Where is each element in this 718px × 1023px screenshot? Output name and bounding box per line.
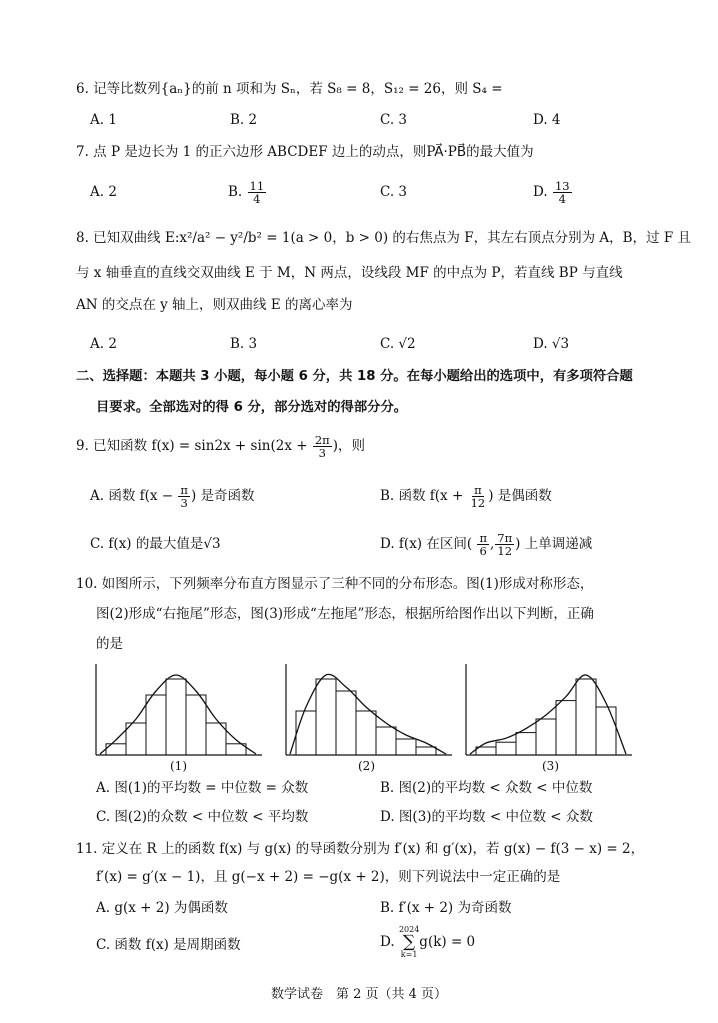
histogram-bar <box>186 695 206 755</box>
q7-option-b-label: B. <box>228 184 243 200</box>
q10-line-3: 的是 <box>96 636 123 652</box>
q7-option-b-fraction <box>248 180 267 205</box>
q9-option-d-tail: ) 上单调递减 <box>515 536 593 552</box>
q9-stem <box>76 428 365 464</box>
q6-option-d: D. 4 <box>533 112 561 128</box>
fraction-numerator: π <box>479 531 487 545</box>
density-curve <box>290 674 446 754</box>
fraction-denominator: 4 <box>558 192 566 206</box>
fraction-numerator: 7π <box>497 531 513 545</box>
q6-option-b: B. 2 <box>230 112 258 128</box>
histogram-figure-3 <box>462 660 638 760</box>
fraction-denominator: 12 <box>497 544 513 558</box>
histogram-bar <box>596 707 616 755</box>
q9-option-d-separator: , <box>490 536 495 552</box>
q11-option-a: A. g(x + 2) 为偶函数 <box>96 900 228 916</box>
q9-option-d-fraction-1 <box>477 532 489 557</box>
q8-line-2: 与 x 轴垂直的直线交双曲线 E 于 M，N 两点，设线段 MF 的中点为 P，若直线 BP 与直线 <box>76 265 623 281</box>
q9-stem-fraction <box>313 434 332 459</box>
histogram-bar <box>416 747 436 755</box>
q10-option-c: C. 图(2)的众数 < 中位数 < 平均数 <box>96 809 309 825</box>
q9-option-b-tail: ) 是偶函数 <box>488 488 552 504</box>
histogram-bars <box>106 679 246 755</box>
histogram-bar <box>376 727 396 755</box>
q9-option-d <box>380 526 592 562</box>
q10-option-d: D. 图(3)的平均数 < 中位数 < 众数 <box>380 809 593 825</box>
q8-option-c: C. √2 <box>380 336 416 352</box>
histogram-figure-2 <box>282 660 458 760</box>
q8-equation: x²/a² − y²/b² = 1 <box>179 230 291 246</box>
q6-option-a: A. 1 <box>90 112 117 128</box>
figure-1-caption: (1) <box>170 759 187 773</box>
figure-3-caption: (3) <box>542 759 559 773</box>
sum-upper-limit: 2024 <box>398 925 420 934</box>
figure-2-caption: (2) <box>358 759 375 773</box>
sigma-icon: ∑ <box>403 932 416 952</box>
fraction-numerator: 2π <box>314 433 330 447</box>
histogram-bar <box>126 723 146 755</box>
histogram-bar <box>556 701 576 755</box>
section-2-instructions: 目要求。全部选对的得 6 分，部分选对的得部分分。 <box>96 400 408 415</box>
histogram-bar <box>536 719 556 755</box>
histogram-bar <box>396 739 416 755</box>
fraction-denominator: 4 <box>253 192 261 206</box>
q7-option-a: A. 2 <box>90 184 117 200</box>
q7-option-d-label: D. <box>533 184 548 200</box>
q8-line-1 <box>76 229 691 247</box>
q10-option-a: A. 图(1)的平均数 = 中位数 = 众数 <box>96 780 309 796</box>
q8-option-b: B. 3 <box>230 336 258 352</box>
histogram-bar <box>576 679 596 755</box>
q9-option-b-fraction <box>469 484 488 509</box>
q7-option-c: C. 3 <box>380 184 408 200</box>
q9-stem-tail: )，则 <box>332 438 366 454</box>
q10-line-2: 图(2)形成“右拖尾”形态，图(3)形成“左拖尾”形态，根据所给图作出以下判断，正确 <box>96 606 594 622</box>
q8-condition: (a > 0，b > 0) 的右焦点为 F，其左右顶点分别为 A，B，过 F 且 <box>290 230 691 246</box>
histogram-bar <box>356 711 376 755</box>
histogram-bar <box>316 679 336 755</box>
sum-lower-limit: k=1 <box>400 950 418 959</box>
fraction-numerator: π <box>180 483 188 497</box>
density-curve <box>100 675 256 754</box>
q9-stem-intro: 9. 已知函数 f(x) = sin2x + sin(2x + <box>76 438 308 454</box>
q9-option-b <box>380 478 552 514</box>
fraction-numerator: 13 <box>554 179 570 193</box>
summation-symbol <box>399 925 419 960</box>
q10-option-b: B. 图(2)的平均数 < 众数 < 中位数 <box>380 780 593 796</box>
q9-option-c: C. f(x) 的最大值是√3 <box>90 536 221 552</box>
histogram-bars <box>476 679 616 755</box>
histogram-bar <box>516 733 536 755</box>
q11-option-d-label: D. <box>380 934 395 950</box>
fraction-denominator: 6 <box>479 544 487 558</box>
q9-option-d-text: D. f(x) 在区间( <box>380 536 473 552</box>
q8-option-d: D. √3 <box>533 336 570 352</box>
q7-option-d <box>533 174 573 210</box>
q8-intro: 8. 已知双曲线 E: <box>76 230 180 246</box>
histogram-bar <box>146 695 166 755</box>
q11-option-d <box>380 922 475 962</box>
q11-line-1: 11. 定义在 R 上的函数 f(x) 与 g(x) 的导函数分别为 f′(x) 和 g′(x)，若 g(x) − f(3 − x) = 2， <box>76 841 645 857</box>
section-2-heading: 二、选择题：本题共 3 小题，每小题 6 分，共 18 分。在每小题给出的选项中，有多项符合题 <box>76 369 633 384</box>
histogram-bar <box>166 679 186 755</box>
q9-option-b-text: B. 函数 f(x + <box>380 488 464 504</box>
histogram-bar <box>336 691 356 755</box>
q7-option-b <box>228 174 267 210</box>
histogram-bar <box>296 711 316 755</box>
histogram-bars <box>296 679 436 755</box>
q11-option-b: B. f′(x + 2) 为奇函数 <box>380 900 512 916</box>
q7-option-d-fraction <box>553 180 572 205</box>
q10-line-1: 10. 如图所示，下列频率分布直方图显示了三种不同的分布形态。图(1)形成对称形态， <box>76 576 594 592</box>
histogram-figure-1 <box>92 660 268 760</box>
q6-stem: 6. 记等比数列{aₙ}的前 n 项和为 Sₙ，若 S₈ = 8，S₁₂ = 26，则 S₄ = <box>76 81 503 97</box>
fraction-denominator: 3 <box>318 446 326 460</box>
page-footer: 数学试卷 第 2 页（共 4 页） <box>270 987 448 1002</box>
q11-option-c: C. 函数 f(x) 是周期函数 <box>96 937 241 953</box>
q9-option-a-tail: ) 是奇函数 <box>190 488 255 504</box>
q11-line-2: f′(x) = g′(x − 1)，且 g(−x + 2) = −g(x + 2)，则下列说法中一定正确的是 <box>96 869 561 885</box>
q11-option-d-tail: g(k) = 0 <box>419 934 476 950</box>
fraction-denominator: 12 <box>470 496 486 510</box>
q9-option-d-fraction-2 <box>495 532 514 557</box>
q7-stem: 7. 点 P 是边长为 1 的正六边形 ABCDEF 边上的动点，则PA⃗·PB⃗的最大值为 <box>76 144 534 160</box>
fraction-denominator: 3 <box>180 496 188 510</box>
q9-option-a-text: A. 函数 f(x − <box>90 488 174 504</box>
q6-option-c: C. 3 <box>380 112 408 128</box>
density-curve <box>470 675 626 754</box>
q9-option-a <box>90 478 255 514</box>
histogram-bar <box>496 742 516 755</box>
histogram-bar <box>476 747 496 755</box>
q8-line-3: AN 的交点在 y 轴上，则双曲线 E 的离心率为 <box>76 297 353 313</box>
fraction-numerator: π <box>474 483 482 497</box>
fraction-numerator: 11 <box>249 179 265 193</box>
q8-option-a: A. 2 <box>90 336 117 352</box>
q9-option-a-fraction <box>178 484 190 509</box>
